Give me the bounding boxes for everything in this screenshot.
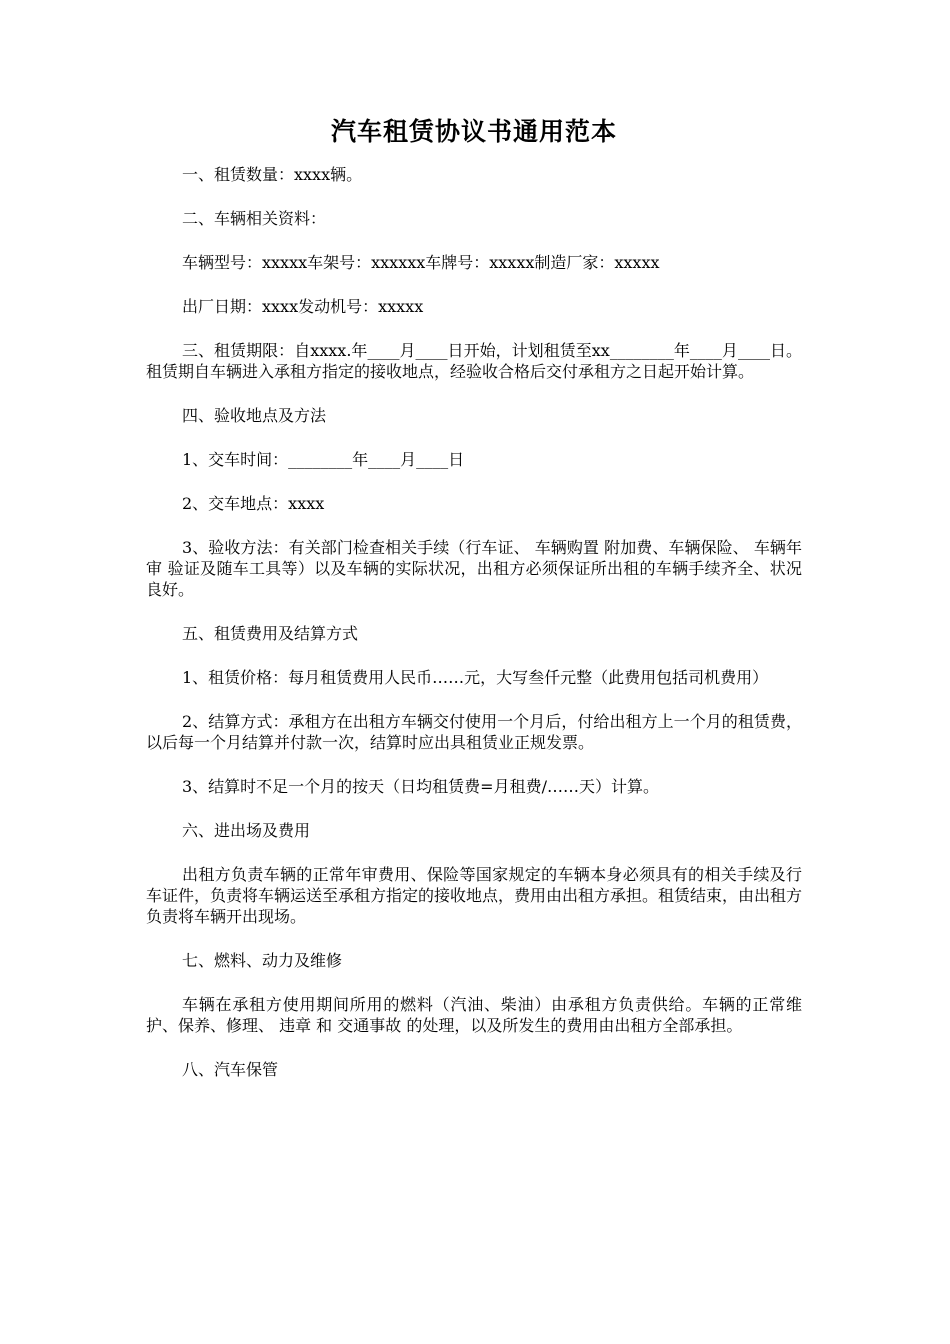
paragraph-storage-heading: 八、汽车保管 (182, 1060, 279, 1079)
paragraph-vehicle-info-heading: 二、车辆相关资料： (182, 209, 327, 228)
paragraph-partial-month: 3、结算时不足一个月的按天（日均租赁费=月租费/……天）计算。 (182, 777, 659, 796)
paragraph-delivery-location: 2、交车地点：xxxx (182, 494, 325, 513)
document-page (146, 112, 802, 1103)
paragraph-fees-heading: 五、租赁费用及结算方式 (182, 624, 359, 643)
paragraph-fuel-maintenance: 车辆在承租方使用期间所用的燃料（汽油、柴油）由承租方负责供给。车辆的正常维护、保养、修理、 违章 和 交通事故 的处理，以及所发生的费用由出租方全部承担。 (146, 995, 802, 1035)
paragraph-site-fees: 出租方负责车辆的正常年审费用、保险等国家规定的车辆本身必须具有的相关手续及行车证件，负责将车辆运送至承租方指定的接收地点，费用由出租方承担。租赁结束，由出租方负责将车辆开出现场。 (146, 865, 803, 926)
paragraph-settlement-method: 2、结算方式：承租方在出租方车辆交付使用一个月后，付给出租方上一个月的租赁费，以后每一个月结算并付款一次，结算时应出具租赁业正规发票。 (146, 712, 802, 752)
document-title: 汽车租赁协议书通用范本 (330, 117, 617, 146)
paragraph-rental-quantity: 一、租赁数量：xxxx辆。 (182, 165, 363, 184)
paragraph-site-heading: 六、进出场及费用 (182, 821, 311, 840)
paragraph-rental-period: 三、租赁期限：自xxxx.年____月____日开始，计划租赁至xx________年____月____日。租赁期自车辆进入承租方指定的接收地点，经验收合格后交付承租方之日起开始计算。 (146, 341, 802, 381)
paragraph-rental-price: 1、租赁价格：每月租赁费用人民币……元，大写叁仟元整（此费用包括司机费用） (182, 668, 769, 687)
paragraph-fuel-heading: 七、燃料、动力及维修 (182, 951, 343, 970)
paragraph-vehicle-model: 车辆型号：xxxxx车架号：xxxxxx车牌号：xxxxx制造厂家：xxxxx (182, 253, 660, 272)
paragraph-delivery-time: 1、交车时间：________年____月____日 (182, 450, 465, 469)
paragraph-inspection-heading: 四、验收地点及方法 (182, 406, 327, 425)
paragraph-inspection-method: 3、验收方法：有关部门检查相关手续（行车证、 车辆购置 附加费、车辆保险、 车辆年审 验证及随车工具等）以及车辆的实际状况，出租方必须保证所出租的车辆手续齐全、状况良好。 (146, 538, 802, 599)
paragraph-manufacture-date: 出厂日期：xxxx发动机号：xxxxx (182, 297, 424, 316)
